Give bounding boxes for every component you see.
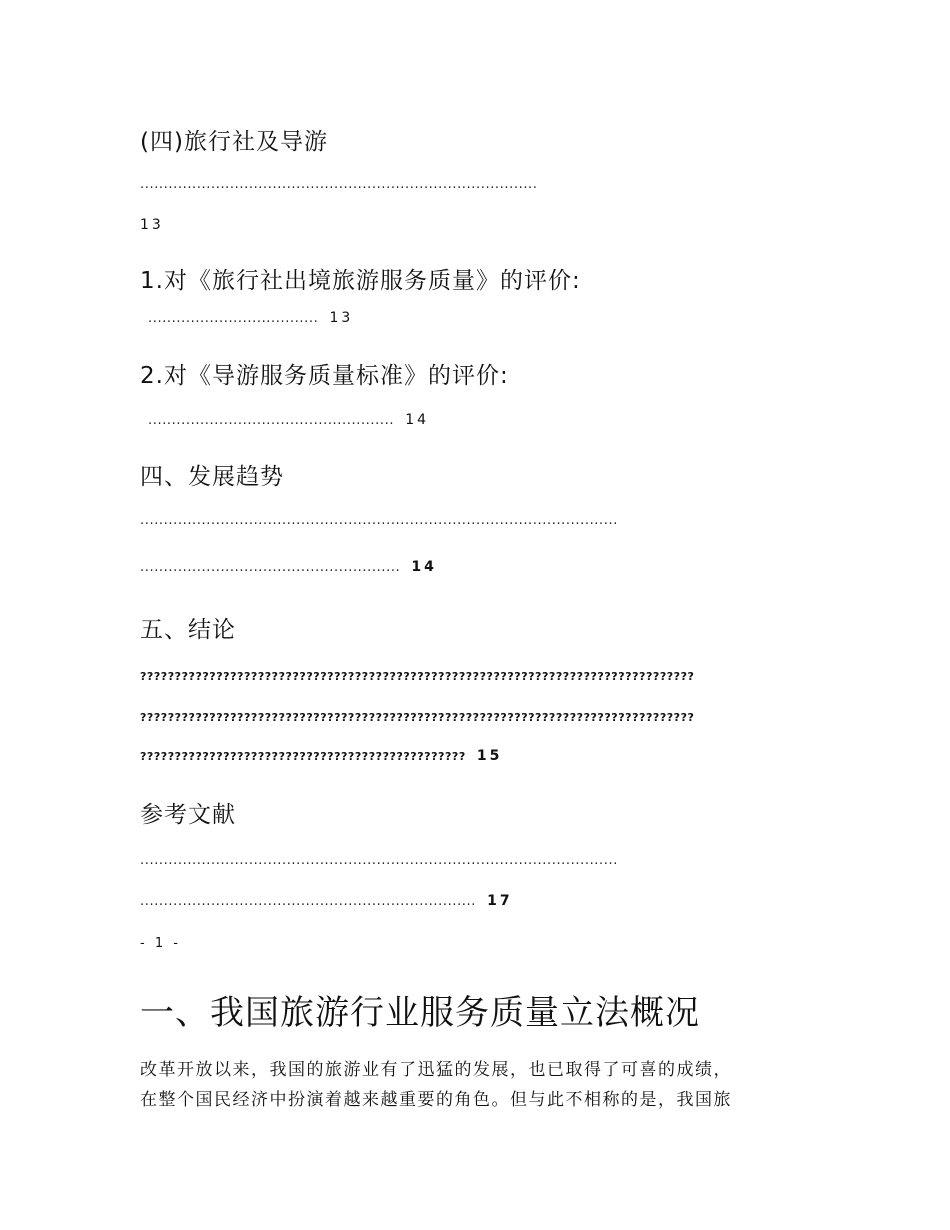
toc-page-number: 13 bbox=[140, 217, 164, 233]
page-footer-number: - 1 - bbox=[140, 936, 181, 951]
toc-leader: ??????????????????????????????????????????????? bbox=[140, 750, 466, 763]
toc-page-number: 15 bbox=[476, 748, 503, 764]
toc-page-number: 13 bbox=[329, 310, 354, 326]
toc-leader: ....................................................... bbox=[140, 560, 401, 575]
toc-leader: ....................................................................... bbox=[140, 894, 476, 909]
toc-title: 1.对《旅行社出境旅游服务质量》的评价: bbox=[140, 268, 581, 294]
toc-leader: .................................... bbox=[148, 311, 319, 326]
section-title: 一、我国旅游行业服务质量立法概况 bbox=[140, 993, 700, 1033]
paragraph-line: 在整个国民经济中扮演着越来越重要的角色。但与此不相称的是，我国旅 bbox=[140, 1090, 732, 1110]
toc-title: 五、结论 bbox=[140, 617, 236, 643]
toc-leader-row bbox=[148, 409, 429, 428]
toc-leader: ..................................................................................................... bbox=[140, 513, 618, 528]
toc-leader: .................................................... bbox=[148, 413, 395, 428]
toc-leader: ???????????????????????????????????????????????????????????????????????????????? bbox=[140, 711, 695, 724]
toc-page-number: 17 bbox=[487, 893, 513, 909]
toc-title: 参考文献 bbox=[140, 802, 236, 828]
toc-leader: .................................................................................... bbox=[140, 177, 538, 192]
toc-leader: ..................................................................................................... bbox=[140, 853, 618, 868]
toc-leader: ???????????????????????????????????????????????????????????????????????????????? bbox=[140, 670, 695, 683]
toc-leader-row bbox=[140, 745, 502, 764]
toc-leader-row bbox=[140, 890, 513, 909]
toc-leader-row bbox=[148, 307, 353, 326]
toc-page-number: 14 bbox=[411, 559, 437, 575]
toc-title: 四、发展趋势 bbox=[140, 464, 284, 490]
toc-leader-row bbox=[140, 556, 437, 575]
paragraph-line: 改革开放以来，我国的旅游业有了迅猛的发展，也已取得了可喜的成绩， bbox=[140, 1060, 732, 1080]
toc-title: 2.对《导游服务质量标准》的评价: bbox=[140, 363, 509, 389]
toc-title: (四)旅行社及导游 bbox=[140, 129, 328, 155]
toc-page-number: 14 bbox=[405, 412, 430, 428]
